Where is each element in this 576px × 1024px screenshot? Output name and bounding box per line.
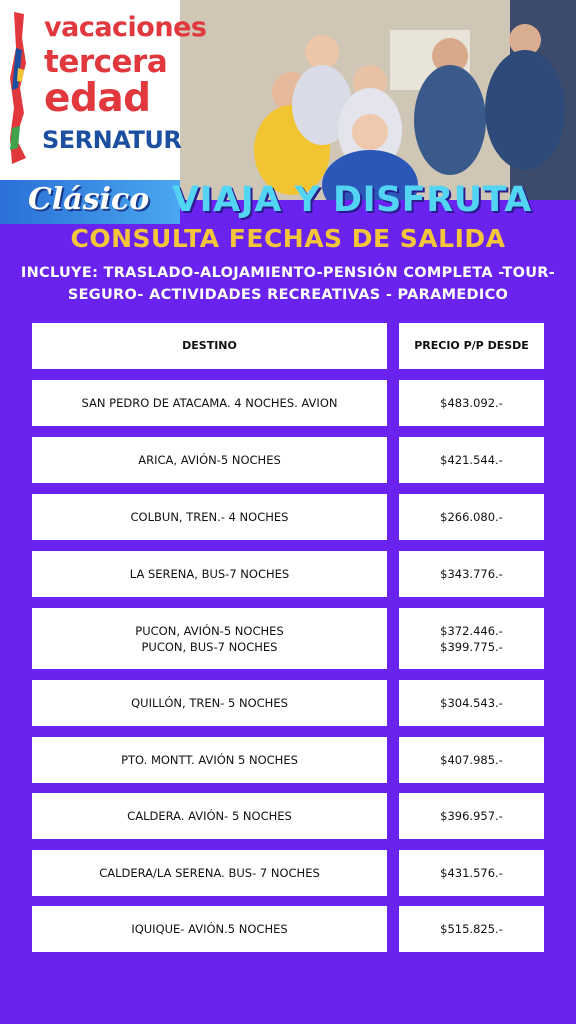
- headline: VIAJA Y DISFRUTA: [172, 180, 532, 220]
- price-text: $407.985.-: [440, 753, 503, 767]
- chile-map-icon: [4, 8, 34, 168]
- destination-text: PUCON, BUS-7 NOCHES: [141, 639, 278, 654]
- row-destination: [32, 551, 387, 597]
- row-destination: [32, 737, 387, 783]
- row-destination: [32, 608, 387, 669]
- price-text: $421.544.-: [440, 453, 503, 467]
- logo-text-line3: edad: [44, 76, 151, 121]
- row-destination: [32, 437, 387, 483]
- row-price: [399, 737, 544, 783]
- row-price: [399, 380, 544, 426]
- destination-text: QUILLÓN, TREN- 5 NOCHES: [131, 696, 288, 710]
- row-destination: [32, 494, 387, 540]
- destination-text: CALDERA/LA SERENA. BUS- 7 NOCHES: [99, 866, 320, 880]
- seniors-celebrating-image: [180, 0, 576, 200]
- price-text: $515.825.-: [440, 922, 503, 936]
- includes-line-1: INCLUYE: TRASLADO-ALOJAMIENTO-PENSIÓN COMPLETA -TOUR-: [20, 265, 556, 281]
- row-destination: [32, 850, 387, 896]
- row-price: [399, 437, 544, 483]
- destination-text: LA SERENA, BUS-7 NOCHES: [129, 567, 290, 581]
- row-price: [399, 494, 544, 540]
- destination-text: COLBUN, TREN.- 4 NOCHES: [130, 510, 289, 524]
- logo-brand: SERNATUR: [42, 126, 182, 154]
- row-price: [399, 906, 544, 952]
- destination-text: PTO. MONTT. AVIÓN 5 NOCHES: [121, 753, 298, 767]
- includes-text: [10, 262, 566, 306]
- logo-text-line2: tercera: [44, 44, 168, 80]
- price-text: $343.776.-: [440, 567, 503, 581]
- row-price: [399, 793, 544, 839]
- row-price: [399, 608, 544, 669]
- logo: [0, 0, 207, 180]
- header-price: PRECIO P/P DESDE: [399, 323, 544, 369]
- row-destination: [32, 793, 387, 839]
- row-price: [399, 551, 544, 597]
- price-text: $304.543.-: [440, 696, 503, 710]
- row-destination: [32, 680, 387, 726]
- row-destination: [32, 906, 387, 952]
- subheadline: CONSULTA FECHAS DE SALIDA: [70, 224, 506, 253]
- price-text: $399.775.-: [440, 639, 503, 654]
- destination-text: PUCON, AVIÓN-5 NOCHES: [135, 623, 284, 638]
- row-price: [399, 680, 544, 726]
- destination-text: SAN PEDRO DE ATACAMA. 4 NOCHES. AVION: [81, 396, 338, 410]
- row-price: [399, 850, 544, 896]
- hero-photo: [180, 0, 576, 200]
- destination-text: CALDERA. AVIÓN- 5 NOCHES: [127, 809, 292, 823]
- includes-line-2: SEGURO- ACTIVIDADES RECREATIVAS - PARAMEDICO: [67, 287, 509, 303]
- row-destination: [32, 380, 387, 426]
- header-destination: DESTINO: [32, 323, 387, 369]
- destination-text: ARICA, AVIÓN-5 NOCHES: [138, 453, 281, 467]
- price-text: $431.576.-: [440, 866, 503, 880]
- badge-clasico: Clásico: [28, 182, 150, 217]
- price-text: $483.092.-: [440, 396, 503, 410]
- destination-text: IQUIQUE- AVIÓN.5 NOCHES: [131, 922, 288, 936]
- price-text: $266.080.-: [440, 510, 503, 524]
- price-text: $396.957.-: [440, 809, 503, 823]
- logo-text-line1: vacaciones: [44, 12, 207, 43]
- price-text: $372.446.-: [440, 623, 503, 638]
